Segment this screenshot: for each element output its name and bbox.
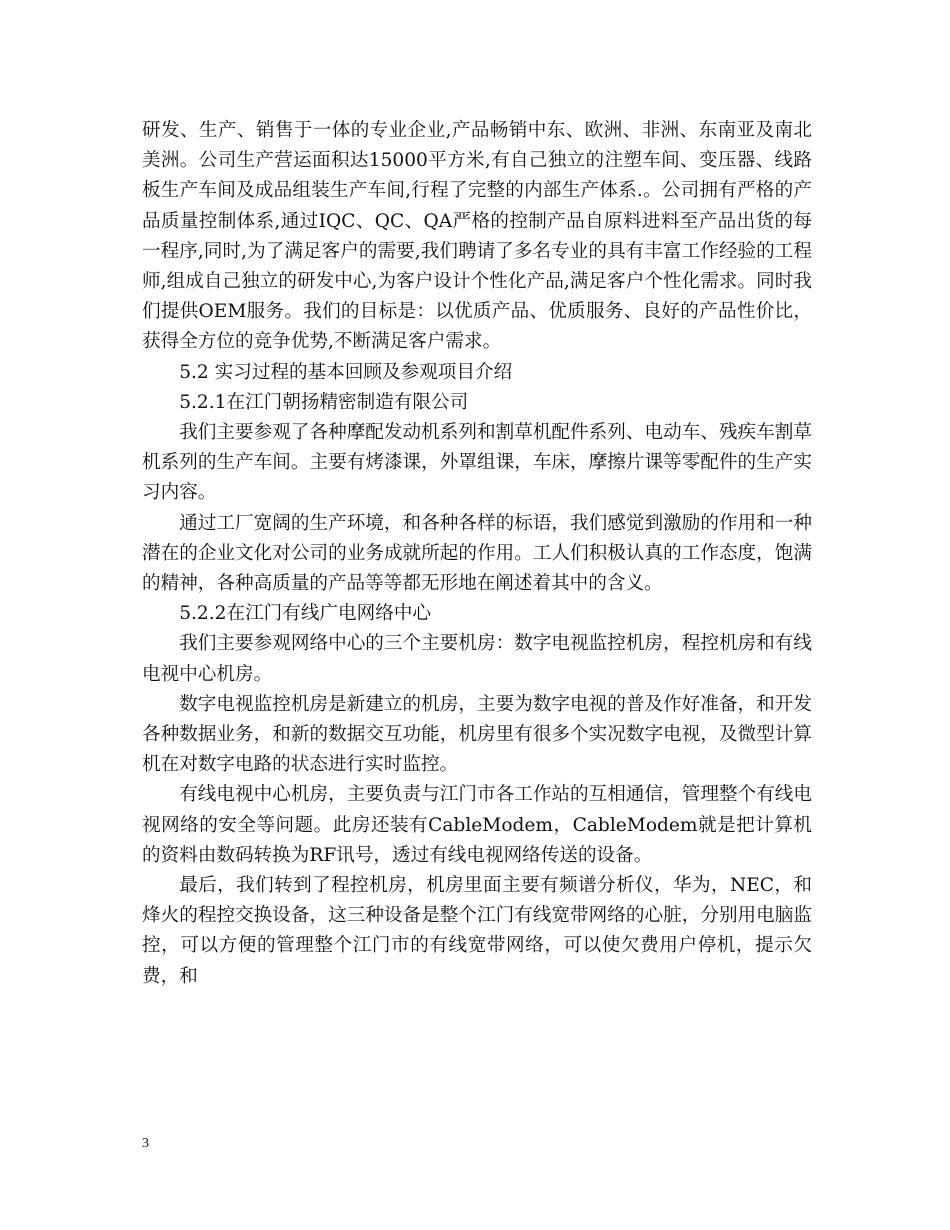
paragraph-factory-environment: 通过工厂宽阔的生产环境，和各种各样的标语，我们感觉到激励的作用和一种潜在的企业文化对公司的业务成就所起的作用。工人们积极认真的工作态度，饱满的精神，各种高质量的产品等等都无形地在阐述着其中的含义。	[142, 512, 812, 595]
paragraph-network-center: 我们主要参观网络中心的三个主要机房：数字电视监控机房，程控机房和有线电视中心机房。	[142, 633, 812, 685]
subsection-heading-5-2-2: 5.2.2在江门有线广电网络中心	[179, 603, 432, 625]
document-body	[142, 116, 812, 992]
paragraph-company-intro: 研发、生产、销售于一体的专业企业,产品畅销中东、欧洲、非洲、东南亚及南北美洲。公司生产营运面积达15000平方米,有自己独立的注塑车间、变压器、线路板生产车间及成品组装生产车间,行程了完整的内部生产体系.。公司拥有严格的产品质量控制体系,通过IQC、QC、QA严格的控制产品自原料进料至产品出货的每一程序,同时,为了满足客户的需要,我们聘请了多名专业的具有丰富工作经验的工程师,组成自己独立的研发中心,为客户设计个性化产品,满足客户个性化需求。同时我们提供OEM服务。我们的目标是：以优质产品、优质服务、良好的产品性价比，获得全方位的竞争优势,不断满足客户需求。	[142, 120, 812, 353]
paragraph-digital-tv-room: 数字电视监控机房是新建立的机房，主要为数字电视的普及作好准备，和开发各种数据业务，和新的数据交互功能，机房里有很多个实况数字电视，及微型计算机在对数字电路的状态进行实时监控。	[142, 693, 812, 776]
subsection-heading-5-2-1: 5.2.1在江门朝扬精密制造有限公司	[179, 391, 469, 413]
section-heading-5-2: 5.2 实习过程的基本回顾及参观项目介绍	[179, 361, 513, 383]
page-number: 3	[142, 1136, 149, 1151]
paragraph-workshop-visit: 我们主要参观了各种摩配发动机系列和割草机配件系列、电动车、残疾车割草机系列的生产车间。主要有烤漆课，外罩组课，车床，摩擦片课等零配件的生产实习内容。	[142, 422, 812, 504]
paragraph-cable-tv-room: 有线电视中心机房，主要负责与江门市各工作站的互相通信，管理整个有线电视网络的安全等问题。此房还装有CableModem，CableModem就是把计算机的资料由数码转换为RF讯号，透过有线电视网络传送的设备。	[142, 784, 812, 866]
paragraph-switching-room: 最后，我们转到了程控机房，机房里面主要有频谱分析仪，华为，NEC，和烽火的程控交换设备，这三种设备是整个江门有线宽带网络的心脏，分别用电脑监控，可以方便的管理整个江门市的有线宽带网络，可以使欠费用户停机，提示欠费，和	[142, 875, 812, 987]
